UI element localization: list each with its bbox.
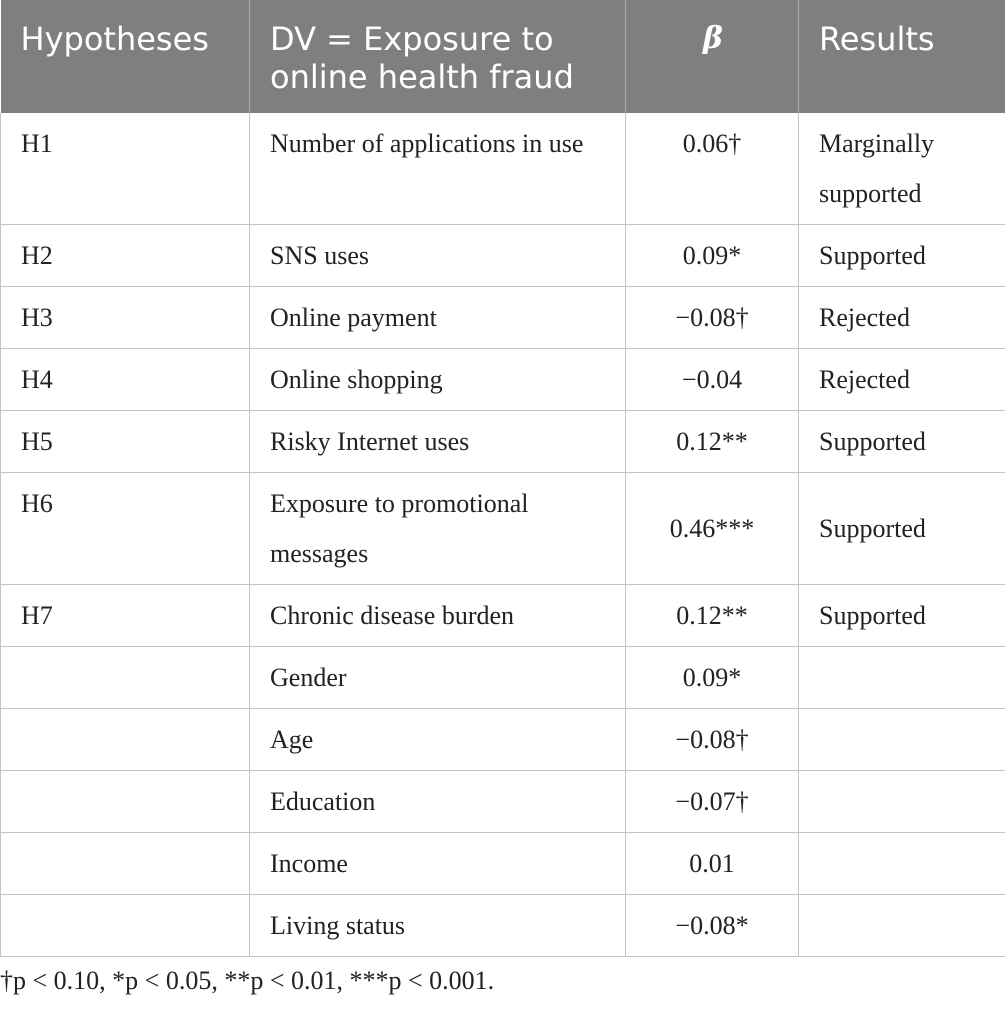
cell-variable: Online shopping [250, 349, 626, 411]
table-body [1, 113, 1005, 957]
cell-hypothesis: H7 [1, 585, 250, 647]
cell-beta: 0.06† [626, 113, 799, 225]
table-row [1, 225, 1005, 287]
cell-hypothesis: H6 [1, 473, 250, 585]
cell-hypothesis [1, 895, 250, 957]
cell-beta: −0.08* [626, 895, 799, 957]
cell-variable: Risky Internet uses [250, 411, 626, 473]
cell-hypothesis: H3 [1, 287, 250, 349]
cell-variable: Income [250, 833, 626, 895]
cell-beta: 0.09* [626, 647, 799, 709]
cell-hypothesis [1, 771, 250, 833]
cell-variable: Age [250, 709, 626, 771]
cell-hypothesis: H4 [1, 349, 250, 411]
cell-beta: −0.07† [626, 771, 799, 833]
table-row [1, 771, 1005, 833]
table-header [1, 0, 1005, 113]
cell-variable: Exposure to promotional messages [250, 473, 626, 585]
cell-result [799, 771, 1005, 833]
table-footnote: †p < 0.10, *p < 0.05, **p < 0.01, ***p < 0.001. [0, 966, 495, 995]
cell-hypothesis [1, 709, 250, 771]
cell-variable: Education [250, 771, 626, 833]
cell-variable: Gender [250, 647, 626, 709]
header-beta: β [626, 0, 799, 113]
table-row [1, 349, 1005, 411]
cell-beta: 0.01 [626, 833, 799, 895]
cell-beta: −0.08† [626, 287, 799, 349]
cell-result: Rejected [799, 349, 1005, 411]
cell-result: Rejected [799, 287, 1005, 349]
table-row [1, 585, 1005, 647]
cell-result: Marginally supported [799, 113, 1005, 225]
header-row [1, 0, 1005, 113]
table-row [1, 473, 1005, 585]
table-row [1, 709, 1005, 771]
cell-beta: 0.12** [626, 411, 799, 473]
cell-variable: SNS uses [250, 225, 626, 287]
cell-result: Supported [799, 411, 1005, 473]
cell-beta: 0.09* [626, 225, 799, 287]
cell-hypothesis: H1 [1, 113, 250, 225]
table-row [1, 833, 1005, 895]
cell-hypothesis [1, 833, 250, 895]
cell-result: Supported [799, 585, 1005, 647]
header-results: Results [799, 0, 1005, 113]
cell-result [799, 647, 1005, 709]
header-hypotheses: Hypotheses [20, 20, 209, 58]
cell-variable: Living status [250, 895, 626, 957]
cell-result: Supported [799, 225, 1005, 287]
table-row [1, 411, 1005, 473]
cell-result [799, 709, 1005, 771]
cell-hypothesis: H5 [1, 411, 250, 473]
table-row [1, 287, 1005, 349]
cell-result: Supported [799, 473, 1005, 585]
cell-hypothesis: H2 [1, 225, 250, 287]
cell-beta: −0.04 [626, 349, 799, 411]
table-row [1, 113, 1005, 225]
cell-variable: Number of applications in use [250, 113, 626, 225]
table-row [1, 895, 1005, 957]
cell-beta: 0.12** [626, 585, 799, 647]
cell-result [799, 895, 1005, 957]
cell-beta: −0.08† [626, 709, 799, 771]
header-dv: DV = Exposure to online health fraud [250, 0, 626, 113]
cell-beta: 0.46*** [626, 473, 799, 585]
cell-hypothesis [1, 647, 250, 709]
table-row [1, 647, 1005, 709]
cell-result [799, 833, 1005, 895]
cell-variable: Chronic disease burden [250, 585, 626, 647]
cell-variable: Online payment [250, 287, 626, 349]
